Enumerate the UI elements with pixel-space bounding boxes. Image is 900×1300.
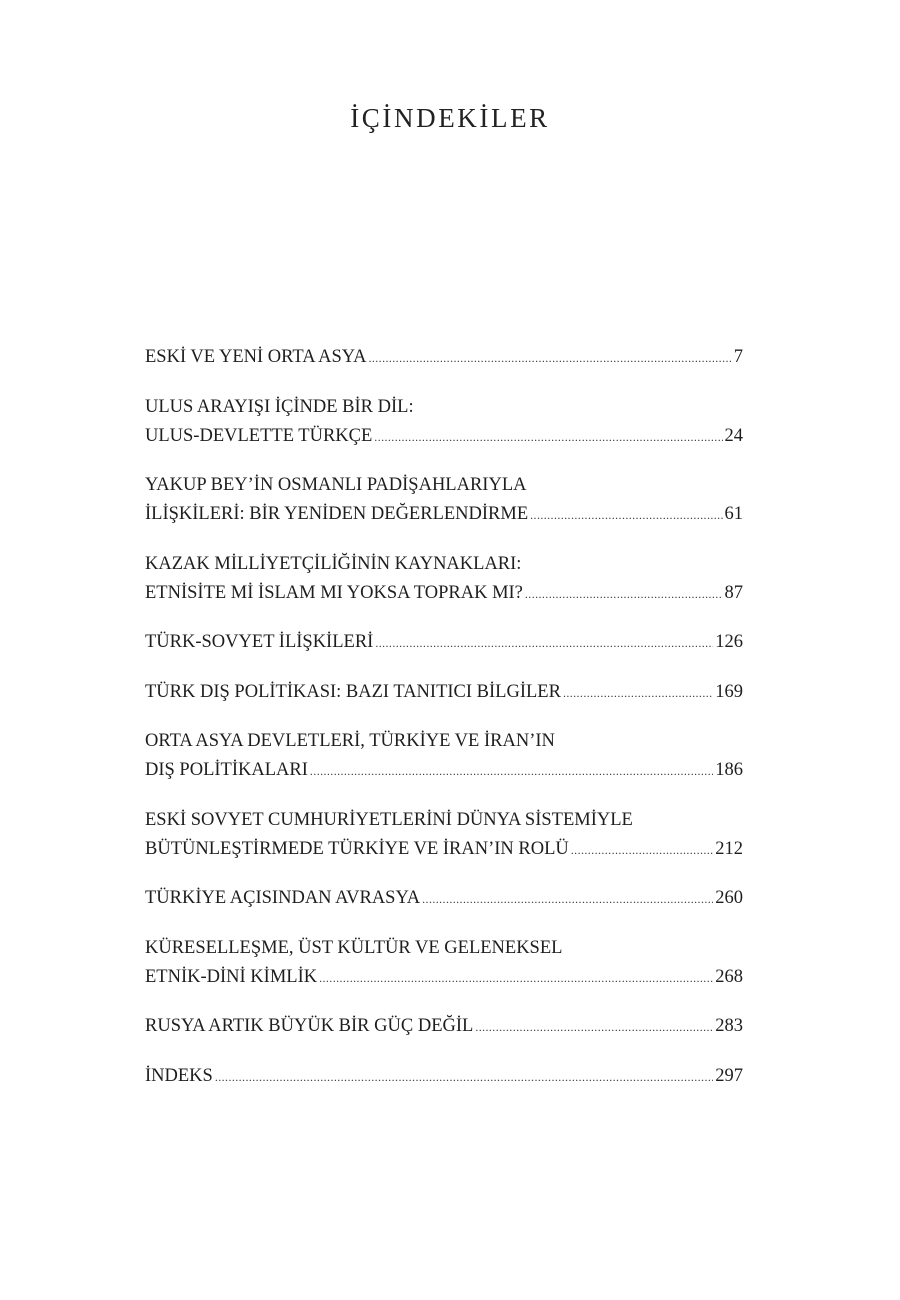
toc-entry-last-line <box>145 1062 743 1092</box>
dot-leader <box>319 964 713 993</box>
dot-leader <box>422 885 713 914</box>
toc-entry-title-line: KÜRESELLEŞME, ÜST KÜLTÜR VE GELENEKSEL <box>145 937 563 958</box>
toc-entry-last-line <box>145 422 743 452</box>
toc-entry-title-line: TÜRKİYE AÇISINDAN AVRASYA <box>145 888 421 908</box>
toc-entry[interactable] <box>145 628 743 658</box>
toc-entry[interactable] <box>145 1062 743 1092</box>
dot-leader <box>525 580 723 609</box>
toc-entry-last-line <box>145 678 743 708</box>
toc-page-number: 186 <box>715 760 743 780</box>
toc-entry-last-line <box>145 343 743 373</box>
toc-entry[interactable] <box>145 678 743 708</box>
toc-page-number: 87 <box>724 582 743 603</box>
toc-entry[interactable] <box>145 806 743 865</box>
toc-entry[interactable] <box>145 1012 743 1042</box>
dot-leader <box>374 423 722 452</box>
toc-page-number: 61 <box>724 504 743 524</box>
toc-entry-last-line <box>145 500 743 530</box>
dot-leader <box>530 501 722 530</box>
toc-entry-title-line: YAKUP BEY’İN OSMANLI PADİŞAHLARIYLA <box>145 475 527 495</box>
toc-entry[interactable] <box>145 393 743 452</box>
toc-page-number: 126 <box>715 632 743 652</box>
page-title: İÇİNDEKİLER <box>350 103 550 133</box>
toc-page-number: 283 <box>715 1016 743 1036</box>
toc-entry-title-line: ETNİSİTE Mİ İSLAM MI YOKSA TOPRAK MI? <box>145 582 523 603</box>
toc-entry-last-line <box>145 1012 743 1042</box>
toc-entry-title-line: ORTA ASYA DEVLETLERİ, TÜRKİYE VE İRAN’IN <box>145 731 555 751</box>
toc-page-number: 24 <box>724 425 743 446</box>
toc-entry[interactable] <box>145 727 743 786</box>
toc-entry-title-line: İNDEKS <box>145 1065 213 1086</box>
toc-entry-last-line <box>145 963 743 993</box>
table-of-contents <box>145 343 743 1111</box>
toc-page-number: 169 <box>715 681 743 702</box>
toc-entry-last-line <box>145 835 743 865</box>
dot-leader <box>571 836 713 865</box>
toc-page-number: 7 <box>733 347 743 367</box>
dot-leader <box>310 757 713 786</box>
toc-entry[interactable] <box>145 471 743 530</box>
dot-leader <box>368 344 731 373</box>
toc-entry-title-line: TÜRK-SOVYET İLİŞKİLERİ <box>145 632 374 652</box>
toc-entry-title-line: ESKİ SOVYET CUMHURİYETLERİNİ DÜNYA SİSTEMİYLE <box>145 809 633 830</box>
toc-entry-title-line: RUSYA ARTIK BÜYÜK BİR GÜÇ DEĞİL <box>145 1016 474 1036</box>
dot-leader <box>563 679 713 708</box>
toc-page-number: 268 <box>715 966 743 987</box>
toc-page-number: 297 <box>715 1065 743 1086</box>
toc-entry-title-line: TÜRK DIŞ POLİTİKASI: BAZI TANITICI BİLGİLER <box>145 681 561 702</box>
toc-entry[interactable] <box>145 550 743 609</box>
toc-entry-last-line <box>145 884 743 914</box>
dot-leader <box>375 629 713 658</box>
toc-entry[interactable] <box>145 343 743 373</box>
toc-entry-title-line: ETNİK-DİNİ KİMLİK <box>145 966 318 987</box>
toc-entry-title-line: ULUS-DEVLETTE TÜRKÇE <box>145 425 373 446</box>
toc-entry-title-line: ESKİ VE YENİ ORTA ASYA <box>145 347 367 367</box>
toc-entry-title-line: KAZAK MİLLİYETÇİLİĞİNİN KAYNAKLARI: <box>145 553 522 574</box>
toc-entry-title-line: İLİŞKİLERİ: BİR YENİDEN DEĞERLENDİRME <box>145 504 529 524</box>
toc-entry-last-line <box>145 579 743 609</box>
toc-page-number: 260 <box>715 888 743 908</box>
dot-leader <box>475 1013 713 1042</box>
toc-entry-title-line: BÜTÜNLEŞTİRMEDE TÜRKİYE VE İRAN’IN ROLÜ <box>145 838 569 859</box>
toc-entry[interactable] <box>145 934 743 993</box>
toc-entry[interactable] <box>145 884 743 914</box>
toc-entry-title-line: ULUS ARAYIŞI İÇİNDE BİR DİL: <box>145 396 414 417</box>
toc-entry-last-line <box>145 756 743 786</box>
dot-leader <box>215 1063 713 1092</box>
toc-entry-title-line: DIŞ POLİTİKALARI <box>145 760 308 780</box>
toc-page-number: 212 <box>715 838 743 859</box>
toc-entry-last-line <box>145 628 743 658</box>
